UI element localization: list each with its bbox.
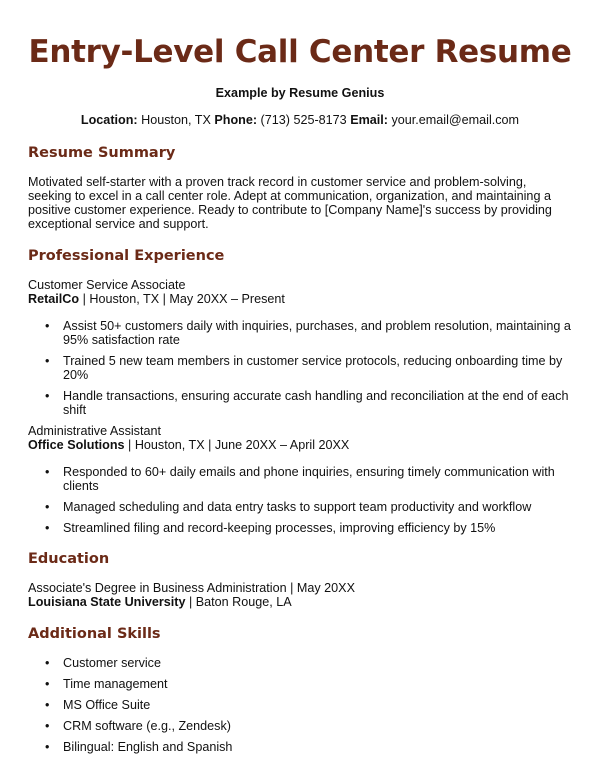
job-bullet: • Responded to 60+ daily emails and phone inquiries, ensuring timely communication with clients [28,465,572,493]
job-bullet-list [28,319,572,417]
job-bullet-list [28,465,572,535]
job-title: Customer Service Associate [28,278,186,292]
job-details: | Houston, TX | June 20XX – April 20XX [124,438,350,452]
contact-line [28,112,572,128]
job-bullet: • Streamlined filing and record-keeping processes, improving efficiency by 15% [28,521,572,535]
location-value: Houston, TX [137,113,215,127]
job-bullet: • Trained 5 new team members in customer service protocols, reducing onboarding time by 20% [28,354,572,382]
experience-heading: Professional Experience [28,248,225,264]
skill-item: • Customer service [28,656,572,670]
phone-label: Phone: [214,113,258,127]
job-meta [28,292,572,306]
location-label: Location: [80,113,138,127]
school-location: | Baton Rouge, LA [185,595,292,609]
skill-item: • Bilingual: English and Spanish [28,740,572,754]
skill-item: • Time management [28,677,572,691]
email-label: Email: [350,113,388,127]
job-title: Administrative Assistant [28,424,161,438]
skill-item: • MS Office Suite [28,698,572,712]
summary-heading: Resume Summary [28,145,176,161]
summary-text: Motivated self-starter with a proven track record in customer service and problem-solving, seeking to excel in a call center role. Adept at communication, organization, and maintaining a positive customer experience. Ready to contribute to [Company Name]'s success by providing exceptional service and support. [28,175,552,231]
skills-list [28,656,572,754]
company-name: RetailCo [28,292,80,306]
job-details: | Houston, TX | May 20XX – Present [79,292,285,306]
job-bullet: • Handle transactions, ensuring accurate cash handling and reconciliation at the end of each shift [28,389,572,417]
job-bullet: • Managed scheduling and data entry tasks to support team productivity and workflow [28,500,572,514]
education-meta [28,595,572,609]
phone-value: (713) 525-8173 [257,113,351,127]
skill-item: • CRM software (e.g., Zendesk) [28,719,572,733]
email-value: your.email@email.com [387,113,520,127]
job-bullet: • Assist 50+ customers daily with inquiries, purchases, and problem resolution, maintaining a 95% satisfaction rate [28,319,572,347]
resume-title: Entry-Level Call Center Resume [28,34,572,70]
skills-heading: Additional Skills [28,626,161,642]
job-meta [28,438,572,452]
job-entry [28,424,572,535]
resume-subtitle: Example by Resume Genius [215,86,385,100]
education-degree: Associate's Degree in Business Administration | May 20XX [28,581,355,595]
school-name: Louisiana State University [28,595,186,609]
company-name: Office Solutions [28,438,125,452]
job-entry [28,278,572,417]
education-heading: Education [28,551,110,567]
